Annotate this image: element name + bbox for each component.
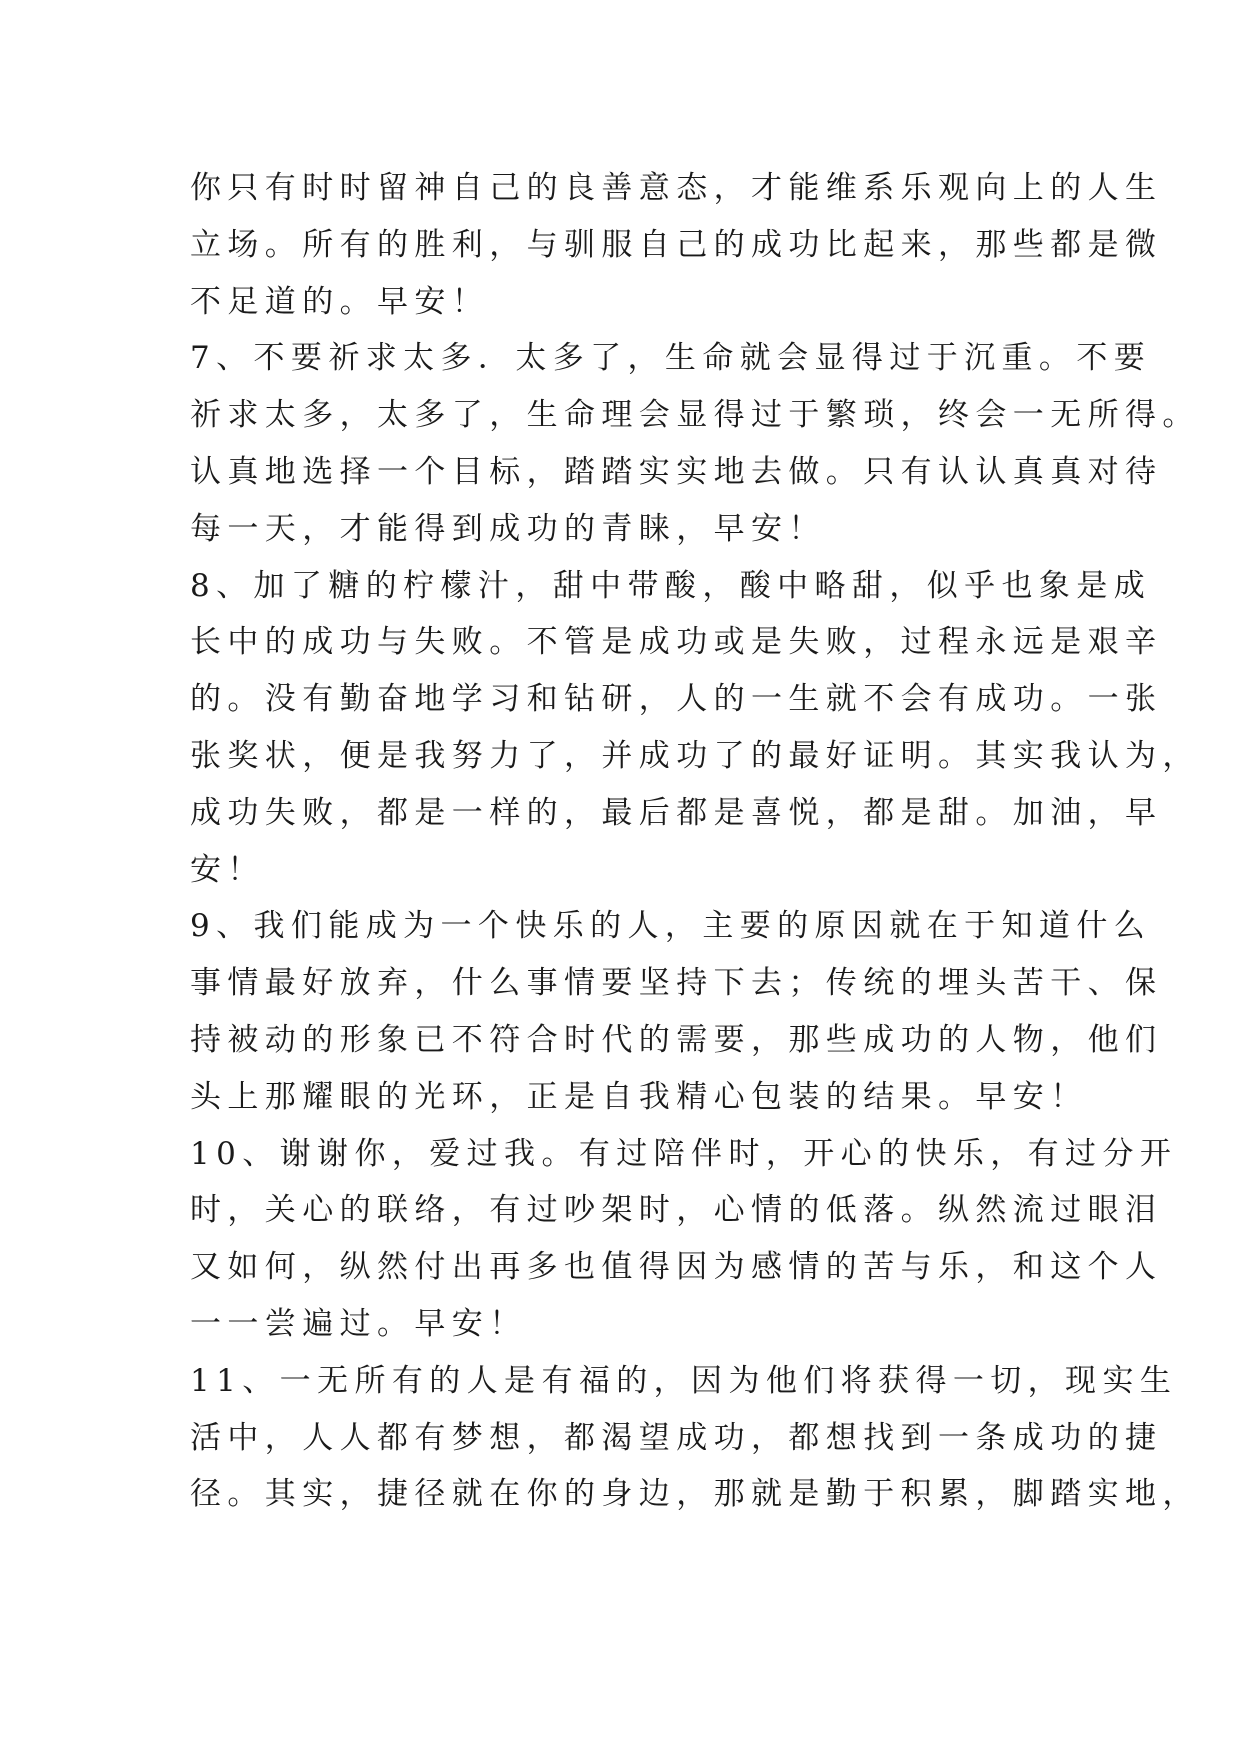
- text-line: 持被动的形象已不符合时代的需要，那些成功的人物，他们: [190, 1021, 1163, 1058]
- text-line: 8、加了糖的柠檬汁，甜中带酸，酸中略甜，似乎也象是成: [190, 567, 1152, 604]
- text-line: 9、我们能成为一个快乐的人，主要的原因就在于知道什么: [190, 908, 1152, 945]
- text-line: 10、谢谢你，爱过我。有过陪伴时，开心的快乐，有过分开: [190, 1135, 1178, 1172]
- text-line: 立场。所有的胜利，与驯服自己的成功比起来，那些都是微: [190, 226, 1163, 263]
- text-line: 事情最好放弃，什么事情要坚持下去；传统的埋头苦干、保: [190, 965, 1163, 1002]
- text-line: 张奖状，便是我努力了，并成功了的最好证明。其实我认为，: [190, 737, 1200, 774]
- text-line: 7、不要祈求太多．太多了，生命就会显得过于沉重。不要: [190, 340, 1152, 377]
- text-line: 祈求太多，太多了，生命理会显得过于繁琐，终会一无所得。: [190, 397, 1200, 434]
- text-line: 你只有时时留神自己的良善意态，才能维系乐观向上的人生: [190, 170, 1163, 206]
- body-text: [190, 160, 1200, 1523]
- text-line: 成功失败，都是一样的，最后都是喜悦，都是甜。加油，早: [190, 794, 1163, 831]
- text-line: 每一天，才能得到成功的青睐，早安！: [190, 510, 826, 547]
- text-line: 头上那耀眼的光环，正是自我精心包装的结果。早安！: [190, 1078, 1088, 1115]
- text-line: 一一尝遍过。早安！: [190, 1305, 527, 1342]
- text-line: 安！: [190, 851, 265, 888]
- text-line: 不足道的。早安！: [190, 283, 490, 320]
- text-line: 认真地选择一个目标，踏踏实实地去做。只有认认真真对待: [190, 453, 1163, 490]
- text-line: 活中，人人都有梦想，都渴望成功，都想找到一条成功的捷: [190, 1419, 1163, 1456]
- text-line: 时，关心的联络，有过吵架时，心情的低落。纵然流过眼泪: [190, 1192, 1163, 1229]
- text-line: 径。其实，捷径就在你的身边，那就是勤于积累，脚踏实地，: [190, 1476, 1200, 1513]
- text-line: 的。没有勤奋地学习和钻研，人的一生就不会有成功。一张: [190, 681, 1163, 718]
- text-line: 长中的成功与失败。不管是成功或是失败，过程永远是艰辛: [190, 624, 1163, 661]
- text-line: 11、一无所有的人是有福的，因为他们将获得一切，现实生: [190, 1362, 1178, 1399]
- text-line: 又如何，纵然付出再多也值得因为感情的苦与乐，和这个人: [190, 1249, 1163, 1286]
